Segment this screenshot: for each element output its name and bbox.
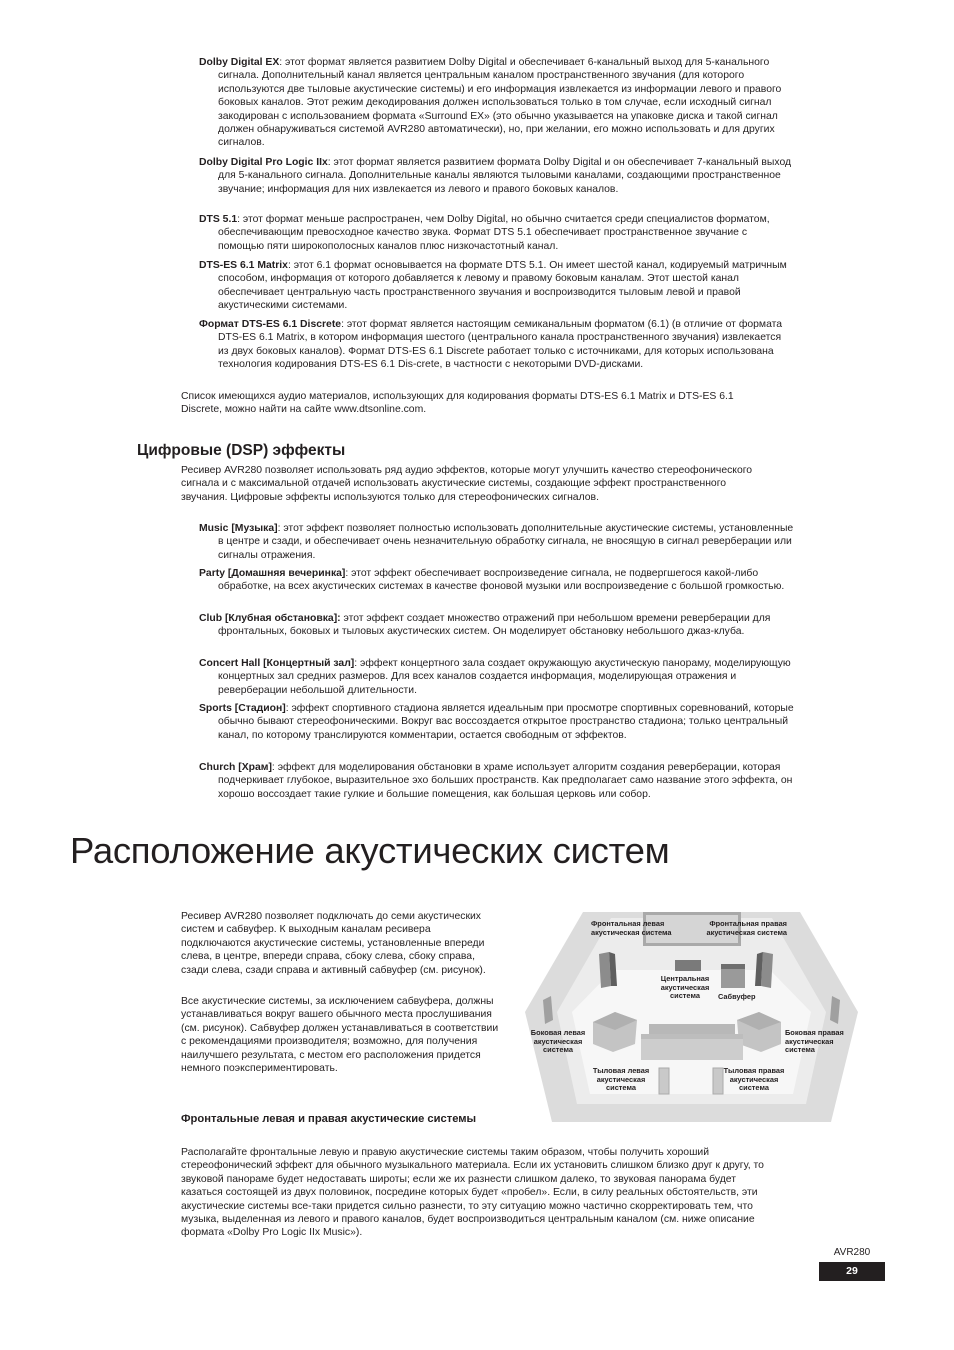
dsp-entry-club: Club [Клубная обстановка]: этот эффект создает множество отражений при небольшом времени реверберации для фронтальных, боковых и тыловых акустических систем. Он моделирует обстановку небольшого джаз-клуба. — [199, 613, 771, 638]
page-number: 29 — [846, 1265, 858, 1277]
room-illustration — [525, 912, 858, 1122]
format-entry-dts-es-matrix: DTS-ES 6.1 Matrix: этот 6.1 формат основывается на формате DTS 5.1. Он имеет шестой канал, кодируемый матричным способом, информация от которого добавляется к левому и правому боковым каналам. Этот шестой канал обеспечивает центральную часть пространственного звучания и воспроизводится тыловым левой и правой акустическими системами. — [199, 260, 787, 312]
rear-left-speaker-shape — [659, 1068, 669, 1094]
label-front-left: Фронтальная левая акустическая система — [591, 919, 672, 937]
format-entry-pro-logic-iix: Dolby Digital Pro Logic IIx: этот формат является развитием формата Dolby Digital и он обеспечивает 7-канальный выход для 5-канального сигнала. Дополнительные каналы являются тыловыми каналами, создающими пространственное звучание; информация для них извлекается из левого и правого боковых каналов. — [199, 157, 792, 195]
center-speaker-shape — [675, 960, 701, 971]
page-title: Расположение акустических систем — [70, 830, 670, 871]
page-footer — [819, 1246, 885, 1281]
format-entry-dts-es-discrete: Формат DTS-ES 6.1 Discrete: этот формат является настоящим семиканальным форматом (6.1) (в отличие от формата DTS-ES 6.1 Matrix, в котором информация шестого (центрального канала пространственного звучания) извлекается из двух боковых каналов). Формат DTS-ES 6.1 Discrete работает только с источниками, для которых использована технология кодирования DTS-ES 6.1 Dis-crete, в частности с некоторыми DVD-дисками. — [199, 319, 783, 371]
formats-note: Список имеющихся аудио материалов, использующих для кодирования форматы DTS-ES 6.1 Matrix и DTS-ES 6.1 Discrete, можно найти на сайте www.dtsonline.com. — [181, 391, 734, 416]
front-right-speaker-shape — [761, 952, 773, 988]
model-label: AVR280 — [819, 1246, 885, 1262]
dsp-entry-party: Party [Домашняя вечеринка]: этот эффект обеспечивает воспроизведение сигнала, не подвергшегося какой-либо обработке, на всех акустических системах в качестве фоновой музыки или воспроизведение с большой громкостью. — [199, 568, 785, 593]
front-left-speaker-shape — [599, 952, 611, 988]
format-entry-dolby-digital-ex: Dolby Digital EX: этот формат является развитием Dolby Digital и обеспечивает 6-канальный выход для 5-канального сигнала. Дополнительный канал является центральным каналом пространственного звучания (для которого используются две тыловые акустические системы) и его информация извлекается из информации левого и правого боковых каналов. Этот режим декодирования должен использоваться только в том случае, если исходный сигнал закодирован с использованием формата «Surround EX» (это обычно указывается на упаковке диска и такой сигнал должен обнаруживаться системой AVR280 автоматически), но, при желании, его можно использовать и для других сигналов. — [199, 57, 782, 149]
dsp-entry-concert-hall: Concert Hall [Концертный зал]: эффект концертного зала создает окружающую акустическую панораму, моделирующую концертных зал средних размеров. Для всех каналов создается информация, моделирующая отражения и реверберации небольшой длительности. — [199, 658, 791, 696]
speaker-layout-diagram — [525, 912, 858, 1122]
dsp-entry-music: Music [Музыка]: этот эффект позволяет полностью использовать дополнительные акустические системы, установленные в центре и сзади, и обеспечивает очень незначительную обработку сигнала, не вносящую в сигнал реверберации или сигналы отражения. — [199, 523, 794, 561]
label-rear-left: Тыловая левая акустическая система — [592, 1066, 650, 1093]
label-side-right: Боковая правая акустическая система — [785, 1028, 844, 1055]
placement-para-3: Располагайте фронтальные левую и правую акустические системы таким образом, чтобы получить хороший стереофонический эффект для обычного музыкального материала. Если их установить слишком близко друг к другу, то звуковой панораме будет недоставать широты; если же их разнести слишком далеко, то звуковая панорама будет казаться состоящей из двух половинок, посредине которых будет «пробел». Если, в силу реальных обстоятельств, эти акустические системы все-таки придется сильно разнести, то эту ситуацию можно частично скорректировать тем, что музыка, выделенная из левого и правого каналов, будет воспроизводиться центральным каналом (см. ниже описание формата «Dolby Pro Logic IIx Music»). — [181, 1147, 764, 1239]
format-entry-dts-51: DTS 5.1: этот формат меньше распространен, чем Dolby Digital, но обычно считается среди специалистов форматом, обеспечивающим превосходное качество звука. Формат DTS 5.1 обеспечивает пространственное звучание с помощью пяти широкополосных каналов плюс низкочастотный канал. — [199, 214, 770, 252]
placement-para-2: Все акустические системы, за исключением сабвуфера, должны устанавливаться вокруг вашего обычного места прослушивания (см. рисунок). Сабвуфер должен устанавливаться в соответствии с рекомендациями производителя; возможно, для получения наилучшего результата, с местом его расположения придется немного поэкспериментировать. — [181, 996, 499, 1075]
sofa — [649, 1024, 735, 1034]
label-subwoofer: Сабвуфер — [718, 992, 756, 1001]
front-speakers-subheading: Фронтальные левая и правая акустические системы — [181, 1113, 477, 1125]
label-center: Центральная акустическая система — [660, 974, 710, 1001]
dsp-entry-church: Church [Храм]: эффект для моделирования обстановки в храме использует алгоритм создания реверберации, которая подчеркивает глубокое, выразительное эхо больших пространств. Как предполагает само название этого эффекта, он хорошо воссоздает такие гулкие и большие помещения, как большая церковь или собор. — [199, 762, 793, 800]
label-rear-right: Тыловая правая акустическая система — [723, 1066, 785, 1093]
placement-para-1: Ресивер AVR280 позволяет подключать до семи акустических систем и сабвуфер. К выходным каналам ресивера подключаются акустические системы, установленные впереди слева, в центре, впереди справа, сбоку слева, сбоку справа, сзади слева, сзади справа и активный сабвуфер (см. рисунок). — [181, 911, 486, 976]
dsp-heading: Цифровые (DSP) эффекты — [137, 442, 346, 459]
label-side-left: Боковая левая акустическая система — [530, 1028, 586, 1055]
dsp-entry-sports: Sports [Стадион]: эффект спортивного стадиона является идеальным при просмотре спортивных соревнований, которые обычно бывают стереофоническими. Вокруг вас воссоздается открытое пространство стадиона; только центральный канал, по которому транслируются комментарии, остается свободным от эффектов. — [199, 703, 794, 741]
label-front-right: Фронтальная правая акустическая система — [706, 919, 787, 937]
dsp-intro: Ресивер AVR280 позволяет использовать ряд аудио эффектов, которые могут улучшить качество стереофонического сигнала и с максимальной отдачей использовать акустические системы, создающие эффект пространственного звучания. Цифровые эффекты используются только для стереофонических сигналов. — [181, 465, 753, 503]
